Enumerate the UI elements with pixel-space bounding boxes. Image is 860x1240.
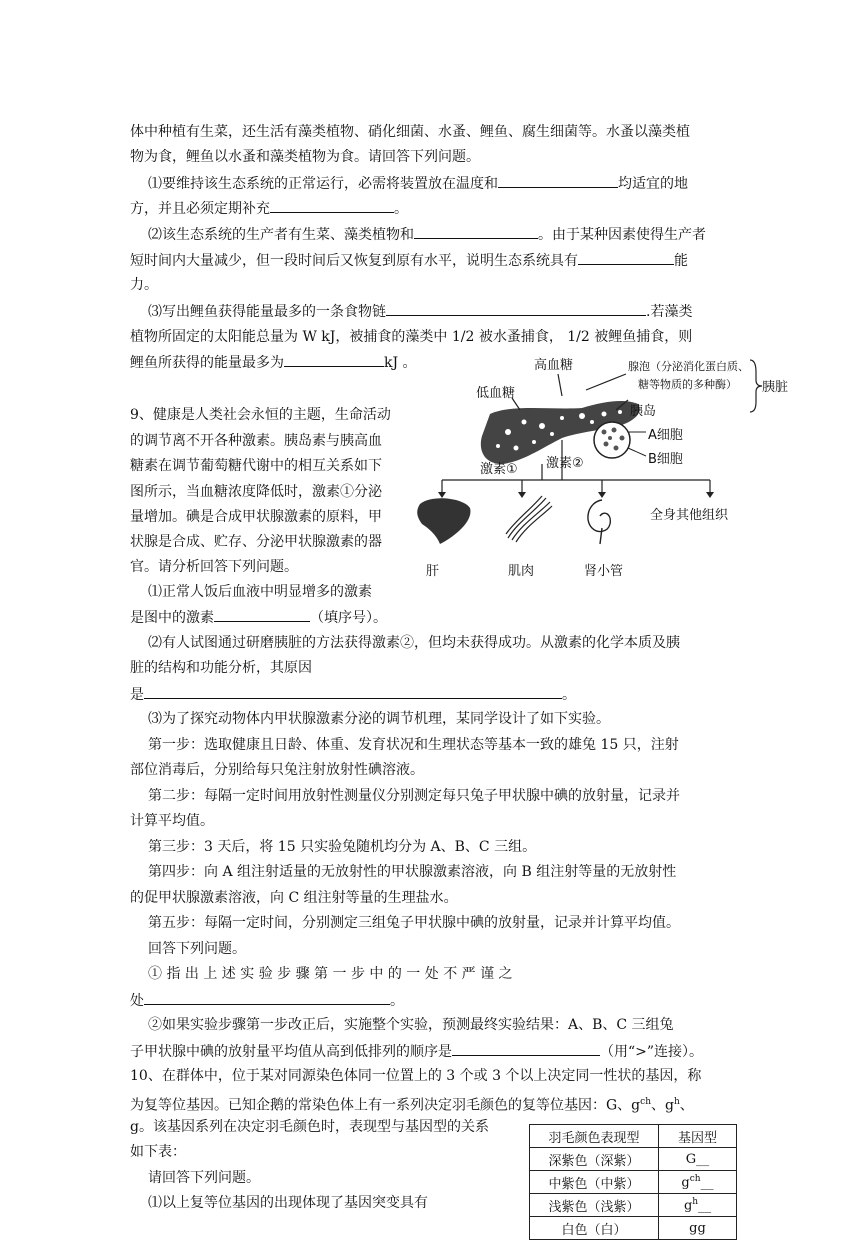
q9-c1: ① 指 出 上 述 实 验 步 骤 第 一 步 中 的 一 处 不 严 谨 之 xyxy=(148,966,513,982)
answer-blank[interactable] xyxy=(270,198,394,213)
table-cell: $g^h\_\_$ xyxy=(659,1194,737,1217)
answer-blank[interactable] xyxy=(578,250,674,265)
q9-line2: 的调节离不开各种激素。胰岛素与胰高血 xyxy=(130,433,382,449)
q8-part2-end: 力。 xyxy=(130,277,158,293)
q10-line1: 10、在群体中，位于某对同源染色体同一位置上的 3 个或 3 个以上决定同一性状的基因，称 xyxy=(130,1068,702,1084)
q9-line4: 图所示，当血糖浓度降低时，激素①分泌 xyxy=(130,484,382,500)
label-liver: 肝 xyxy=(426,564,440,579)
label-islet: 胰岛 xyxy=(630,404,657,419)
q9-part2-cont: 脏的结构和功能分析，其原因 xyxy=(130,660,312,676)
label-acinus: 腺泡（分泌消化蛋白质、 xyxy=(628,360,749,373)
answer-blank[interactable] xyxy=(386,301,646,316)
q9-line1: 9、健康是人类社会永恒的主题，生命活动 xyxy=(130,407,391,423)
q10-line4: 如下表： xyxy=(130,1144,186,1160)
table-cell: $g^{ch}\_\_$ xyxy=(659,1171,737,1194)
q9-part1: ⑴正常人饭后血液中明显增多的激素 xyxy=(148,584,372,600)
q8-part3: ⑶写出鲤鱼获得能量最多的一条食物链 .若藻类 xyxy=(148,301,692,322)
q9-part3: ⑶为了探究动物体内甲状腺激素分泌的调节机理，某同学设计了如下实验。 xyxy=(148,711,610,727)
label-high-sugar: 高血糖 xyxy=(534,358,574,373)
table-row xyxy=(530,1194,737,1217)
genotype-table xyxy=(529,1124,737,1240)
label-low-sugar: 低血糖 xyxy=(476,386,516,401)
table-cell: G__ xyxy=(659,1148,737,1171)
q8-part1-cont: 方，并且必须定期补充 。 xyxy=(130,198,408,219)
table-cell: 浅紫色（浅紫） xyxy=(530,1194,659,1217)
diagram-svg xyxy=(412,352,802,582)
q9-step1-cont: 部位消毒后，分别给每只兔注射放射性碘溶液。 xyxy=(130,762,424,778)
q8-line1: 体中种植有生菜，还生活有藻类植物、硝化细菌、水蚤、鲤鱼、腐生细菌等。水蚤以藻类植 xyxy=(130,124,690,140)
q9-step2-cont: 计算平均值。 xyxy=(130,813,214,829)
answer-blank[interactable] xyxy=(452,1041,600,1056)
q9-line5: 量增加。碘是合成甲状腺激素的原料，甲 xyxy=(130,509,382,525)
q10-part1: ⑴以上复等位基因的出现体现了基因突变具有 xyxy=(148,1195,428,1211)
islet-circle xyxy=(594,422,630,458)
answer-blank[interactable] xyxy=(214,607,310,622)
table-row xyxy=(530,1148,737,1171)
q9-part2-answer: 是 。 xyxy=(130,684,576,705)
pancreas-diagram xyxy=(412,352,802,582)
q9-line6: 状腺是合成、贮存、分泌甲状腺激素的器 xyxy=(130,534,382,550)
q9-line7: 官。请分析回答下列问题。 xyxy=(130,559,298,575)
q10-ask: 请回答下列问题。 xyxy=(148,1170,260,1186)
q10-line2: 为复等位基因。已知企鹅的常染色体上有一系列决定羽毛颜色的复等位基因：G、$g^{ch}$、$g^h$、 xyxy=(130,1097,694,1114)
liver-icon xyxy=(417,498,470,544)
kidney-tubule-icon xyxy=(588,500,610,544)
label-muscle: 肌肉 xyxy=(508,564,535,579)
q9-c2-cont: 子甲状腺中碘的放射量平均值从高到低排列的顺序是 （用“>”连接）。 xyxy=(130,1041,703,1062)
answer-blank[interactable] xyxy=(498,173,618,188)
table-cell: 深紫色（深紫） xyxy=(530,1148,659,1171)
q9-c1-cont: 处 。 xyxy=(130,990,404,1011)
table-cell: 白色（白） xyxy=(530,1217,659,1240)
answer-blank[interactable] xyxy=(144,684,562,699)
answer-blank[interactable] xyxy=(414,224,538,239)
q9-part2: ⑵有人试图通过研磨胰脏的方法获得激素②，但均未获得成功。从激素的化学本质及胰 xyxy=(148,635,680,651)
table-cell: 中紫色（中紫） xyxy=(530,1171,659,1194)
table-header: 羽毛颜色表现型 xyxy=(530,1125,659,1148)
q9-step4: 第四步：向 A 组注射适量的无放射性的甲状腺激素溶液，向 B 组注射等量的无放射性 xyxy=(148,864,677,880)
label-others: 全身其他组织 xyxy=(650,508,729,523)
q9-line3: 糖素在调节葡萄糖代谢中的相互关系如下 xyxy=(130,458,382,474)
q8-part3-cont: 植物所固定的太阳能总量为 W kJ，被捕食的藻类中 1/2 被水蚤捕食， 1/2 被鲤鱼捕食，则 xyxy=(130,329,693,345)
table-row xyxy=(530,1217,737,1240)
q9-part1-cont: 是图中的激素 （填序号）。 xyxy=(130,607,387,628)
label-acinus-2: 糖等物质的多种酶） xyxy=(638,378,737,391)
label-pancreas: 胰脏 xyxy=(762,380,789,395)
label-hormone-2: 激素② xyxy=(546,456,584,471)
q9-ask: 回答下列问题。 xyxy=(148,941,246,957)
q8-part2-cont: 短时间内大量减少，但一段时间后又恢复到原有水平，说明生态系统具有 能 xyxy=(130,250,688,271)
q8-part1: ⑴要维持该生态系统的正常运行，必需将装置放在温度和 均适宜的地 xyxy=(148,173,688,194)
q8-line2: 物为食，鲤鱼以水蚤和藻类植物为食。请回答下列问题。 xyxy=(130,149,480,165)
q8-part3-end: 鲤鱼所获得的能量最多为 kJ 。 xyxy=(130,352,417,373)
label-b-cell: B细胞 xyxy=(648,452,683,467)
table-header: 基因型 xyxy=(659,1125,737,1148)
label-hormone-1: 激素① xyxy=(480,462,518,477)
answer-blank[interactable] xyxy=(144,990,390,1005)
q9-c2: ②如果实验步骤第一步改正后，实施整个实验，预测最终实验结果：A、B、C 三组兔 xyxy=(148,1017,674,1033)
q9-step3: 第三步：3 天后，将 15 只实验兔随机均分为 A、B、C 三组。 xyxy=(148,839,537,855)
q9-step4-cont: 的促甲状腺激素溶液，向 C 组注射等量的生理盐水。 xyxy=(130,890,458,906)
answer-blank[interactable] xyxy=(284,352,384,367)
q10-line3: g。该基因系列在决定羽毛颜色时，表现型与基因型的关系 xyxy=(130,1119,489,1135)
label-tubule: 肾小管 xyxy=(584,564,624,579)
q9-step5: 第五步：每隔一定时间，分别测定三组兔子甲状腺中碘的放射量，记录并计算平均值。 xyxy=(148,915,680,931)
label-a-cell: A细胞 xyxy=(648,428,683,443)
muscle-icon xyxy=(506,496,552,542)
q9-step2: 第二步：每隔一定时间用放射性测量仪分别测定每只兔子甲状腺中碘的放射量，记录并 xyxy=(148,788,680,804)
table-cell: gg xyxy=(659,1217,737,1240)
q8-part2: ⑵该生态系统的生产者有生菜、藻类植物和 。由于某种因素使得生产者 xyxy=(148,224,706,245)
table-row xyxy=(530,1171,737,1194)
q9-step1: 第一步：选取健康且日龄、体重、发育状况和生理状态等基本一致的雄兔 15 只，注射 xyxy=(148,737,679,753)
